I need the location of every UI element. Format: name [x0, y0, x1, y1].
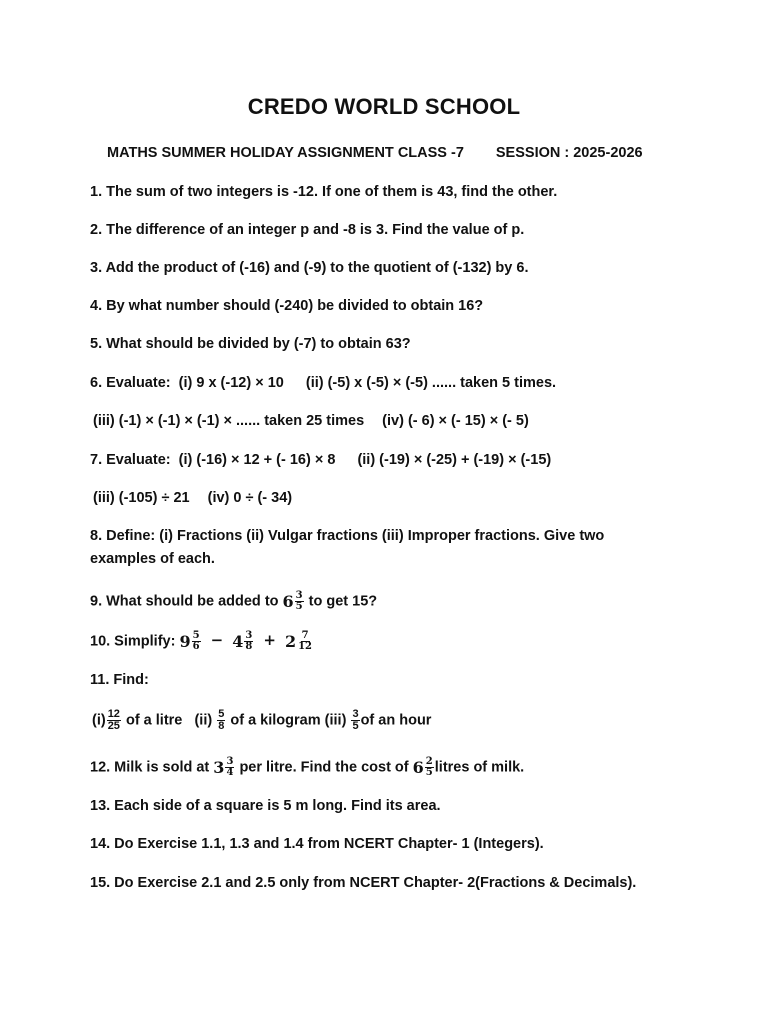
minus-operator: − — [210, 631, 224, 650]
question-7-part-4: (iv) 0 ÷ (- 34) — [207, 490, 293, 506]
fraction-denominator: 25 — [107, 720, 120, 732]
question-12-text-after: litres of milk. — [434, 759, 525, 776]
mixed-fraction — [413, 757, 435, 778]
question-11: 11. Find: — [90, 672, 149, 688]
question-9 — [90, 591, 377, 612]
question-7-part-2: (ii) (-19) × (-25) + (-19) × (-15) — [357, 452, 552, 468]
part-text: of a kilogram — [230, 712, 321, 729]
question-15: 15. Do Exercise 2.1 and 2.5 only from NCERT Chapter- 2(Fractions & Decimals). — [90, 875, 637, 891]
fraction — [107, 709, 121, 732]
assignment-name: MATHS SUMMER HOLIDAY ASSIGNMENT CLASS -7 — [107, 145, 464, 161]
question-9-text-after: to get 15? — [308, 593, 378, 610]
fraction-whole: 2 — [284, 632, 297, 651]
fraction-numerator: 3 — [295, 590, 303, 601]
question-3: 3. Add the product of (-16) and (-9) to the quotient of (-132) by 6. — [90, 260, 529, 276]
fraction-numerator: 7 — [301, 630, 309, 641]
question-4: 4. By what number should (-240) be divided to obtain 16? — [90, 298, 484, 314]
fraction-denominator: 6 — [192, 641, 200, 652]
fraction-whole: 9 — [179, 632, 191, 651]
fraction-denominator: 8 — [245, 641, 253, 652]
question-6-part-4: (iv) (- 6) × (- 15) × (- 5) — [382, 413, 529, 429]
question-7-line-2 — [93, 490, 292, 506]
fraction-numerator: 5 — [218, 708, 225, 720]
fraction-numerator: 2 — [425, 756, 433, 767]
question-7-part-3: (iii) (-105) ÷ 21 — [93, 490, 190, 506]
question-6-part-2: (ii) (-5) x (-5) × (-5) ...... taken 5 times. — [305, 375, 557, 391]
fraction — [244, 631, 253, 652]
question-12 — [90, 757, 524, 778]
question-2: 2. The difference of an integer p and -8 is 3. Find the value of p. — [90, 222, 525, 238]
fraction-numerator: 12 — [107, 708, 120, 720]
fraction-numerator: 3 — [226, 756, 234, 767]
mixed-fraction — [213, 757, 235, 778]
question-6-part-1: (i) 9 x (-12) × 10 — [178, 375, 284, 391]
question-10-lead: 10. Simplify: — [90, 633, 176, 650]
fraction-denominator: 5 — [352, 720, 359, 732]
question-7-part-1: (i) (-16) × 12 + (- 16) × 8 — [178, 452, 336, 468]
fraction — [425, 757, 434, 778]
part-text: of a litre — [125, 712, 183, 729]
fraction-numerator: 5 — [192, 630, 200, 641]
plus-operator: + — [263, 631, 276, 650]
question-7 — [90, 452, 551, 468]
fraction-numerator: 3 — [245, 630, 253, 641]
session-label: SESSION : 2025-2026 — [495, 145, 643, 161]
question-5: 5. What should be divided by (-7) to obtain 63? — [90, 336, 411, 352]
fraction — [297, 631, 313, 652]
question-6-lead: 6. Evaluate: — [90, 375, 171, 391]
question-6 — [90, 375, 556, 391]
question-6-line-2 — [93, 413, 529, 429]
mixed-fraction — [283, 591, 305, 612]
question-14: 14. Do Exercise 1.1, 1.3 and 1.4 from NCERT Chapter- 1 (Integers). — [90, 836, 544, 852]
mixed-fraction — [232, 631, 254, 652]
mixed-fraction — [179, 631, 201, 652]
question-12-text-middle: per litre. Find the cost of — [239, 759, 409, 776]
fraction-denominator: 12 — [298, 641, 313, 652]
part-label: (ii) — [194, 712, 213, 729]
fraction-whole: 6 — [282, 592, 294, 611]
fraction-denominator: 5 — [295, 601, 303, 612]
part-label: (i) — [92, 712, 106, 729]
fraction — [225, 757, 234, 778]
question-11-parts — [92, 709, 431, 732]
assignment-subtitle — [107, 145, 643, 161]
fraction-denominator: 4 — [226, 767, 234, 778]
question-8-line-1: 8. Define: (i) Fractions (ii) Vulgar fractions (iii) Improper fractions. Give two — [90, 528, 605, 544]
school-title: CREDO WORLD SCHOOL — [247, 94, 521, 119]
question-12-text-before: 12. Milk is sold at — [90, 759, 210, 776]
question-8-line-2: examples of each. — [90, 551, 215, 567]
mixed-fraction — [285, 631, 314, 652]
fraction — [295, 591, 304, 612]
fraction — [192, 631, 201, 652]
fraction-numerator: 3 — [352, 708, 359, 720]
question-6-part-3: (iii) (-1) × (-1) × (-1) × ...... taken 25 times — [93, 413, 365, 429]
question-9-text-before: 9. What should be added to — [90, 593, 279, 610]
fraction — [351, 709, 359, 732]
fraction — [217, 709, 225, 732]
part-label: (iii) — [324, 712, 347, 729]
fraction-whole: 3 — [213, 758, 225, 777]
question-13: 13. Each side of a square is 5 m long. Find its area. — [90, 798, 441, 814]
question-1: 1. The sum of two integers is -12. If one of them is 43, find the other. — [90, 184, 558, 200]
fraction-whole: 4 — [232, 632, 244, 651]
question-7-lead: 7. Evaluate: — [90, 452, 171, 468]
part-text: of an hour — [360, 712, 432, 729]
fraction-denominator: 5 — [425, 767, 433, 778]
question-10 — [90, 631, 314, 652]
fraction-denominator: 8 — [218, 720, 225, 732]
question-8 — [90, 528, 604, 567]
fraction-whole: 6 — [412, 758, 424, 777]
